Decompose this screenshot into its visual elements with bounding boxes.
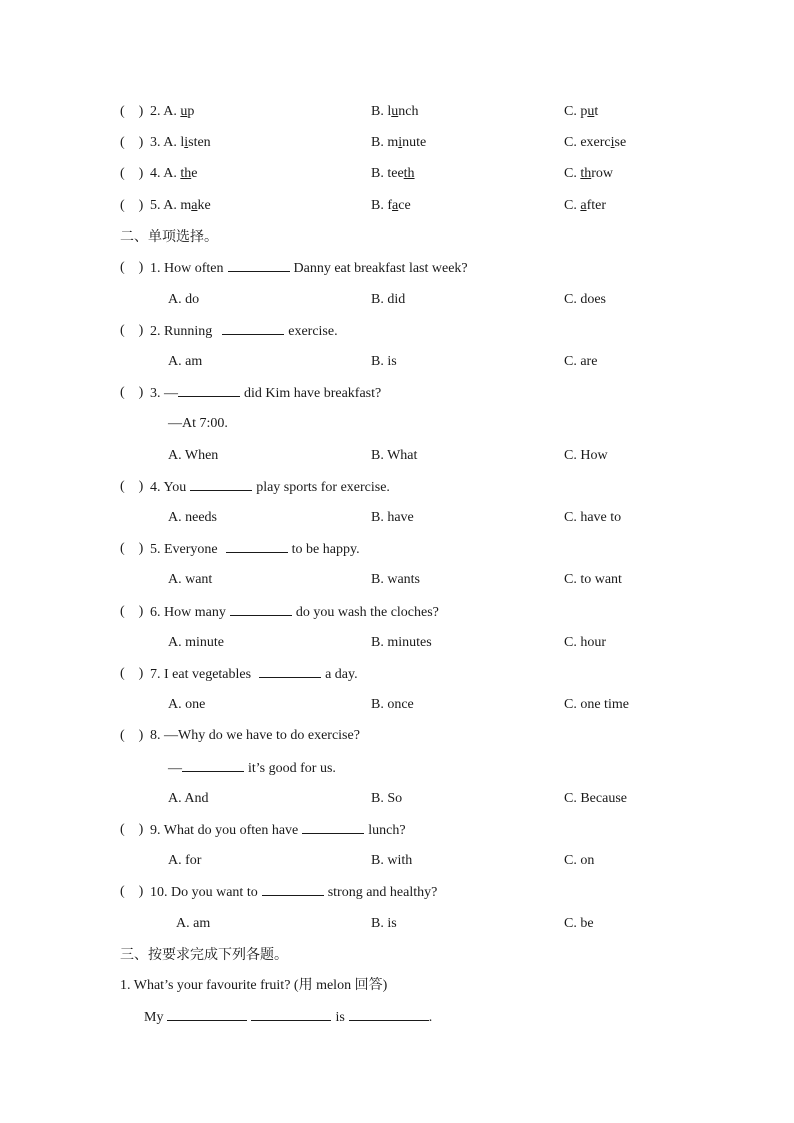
answer-mid: is <box>335 1010 345 1025</box>
option-a-pre: m <box>180 198 192 213</box>
s2-q8 <box>0 726 794 746</box>
s1-row-3 <box>0 133 794 153</box>
answer-paren: ( ) <box>120 198 144 213</box>
s2-q7-options <box>0 695 794 715</box>
option-a: A. am <box>176 916 211 931</box>
option-c: C. to want <box>564 572 622 587</box>
answer-paren: ( ) <box>120 385 144 400</box>
s2-q10-options <box>0 914 794 934</box>
question-text-pre: 1. How often <box>150 261 224 276</box>
question-number: 5. A. <box>150 198 181 213</box>
s2-q4-options <box>0 508 794 528</box>
question-text-pre: 10. Do you want to <box>150 885 258 900</box>
section-3-heading: 三、按要求完成下列各题。 <box>120 947 288 963</box>
answer-prefix: My <box>144 1010 164 1025</box>
question-text-post: to be happy. <box>291 542 360 557</box>
s2-q5-options <box>0 570 794 590</box>
answer-paren: ( ) <box>120 822 144 837</box>
option-c-post: fter <box>586 198 606 213</box>
question-text-pre: 5. Everyone <box>150 542 218 557</box>
question-number: 2. A. <box>150 104 181 119</box>
s2-q3 <box>0 383 794 403</box>
option-c: C. are <box>564 354 598 369</box>
response-dash: — <box>168 761 182 776</box>
option-a-post: e <box>191 166 198 181</box>
option-a: A. want <box>168 572 213 587</box>
question-text-post: a day. <box>325 667 358 682</box>
option-a: A. for <box>168 853 202 868</box>
option-b-pre: tee <box>387 166 404 181</box>
answer-paren: ( ) <box>120 323 144 338</box>
s2-q6 <box>0 602 794 622</box>
option-b: B. What <box>371 448 418 463</box>
option-c-post: row <box>591 166 614 181</box>
option-c: C. on <box>564 853 595 868</box>
option-b: B. did <box>371 292 406 307</box>
option-b-post: nch <box>398 104 419 119</box>
s3-q1 <box>0 976 794 996</box>
option-c: C. Because <box>564 791 627 806</box>
option-c-label: C. <box>564 104 581 119</box>
question-text-post: Danny eat breakfast last week? <box>293 261 468 276</box>
option-b-pre: f <box>387 198 393 213</box>
option-c: C. How <box>564 448 608 463</box>
s2-q7 <box>0 664 794 684</box>
option-c: C. one time <box>564 697 629 712</box>
option-c-pre: p <box>580 104 588 119</box>
option-c-underlined: i <box>610 135 615 150</box>
option-b-pre: m <box>387 135 399 150</box>
question-text-pre: 3. — <box>150 386 178 401</box>
s2-q1 <box>0 258 794 278</box>
option-c: C. be <box>564 916 594 931</box>
question-text-pre: 9. What do you often have <box>150 823 299 838</box>
answer-blank-3[interactable] <box>349 1007 429 1021</box>
s2-q2 <box>0 321 794 341</box>
question-text-pre: 6. How many <box>150 605 226 620</box>
option-b: B. have <box>371 510 414 525</box>
option-a-underlined: u <box>180 104 188 119</box>
s2-q9-options <box>0 851 794 871</box>
answer-paren: ( ) <box>120 541 144 556</box>
option-b: B. once <box>371 697 414 712</box>
question-text-post: strong and healthy? <box>327 885 438 900</box>
option-c-label: C. <box>564 198 581 213</box>
section-2-heading: 二、单项选择。 <box>120 229 218 245</box>
answer-paren: ( ) <box>120 884 144 899</box>
question-text-post: do you wash the cloches? <box>295 605 439 620</box>
s2-q8-response <box>0 758 794 778</box>
answer-blank[interactable] <box>262 882 324 896</box>
option-b-label: B. <box>371 135 388 150</box>
s1-row-2 <box>0 102 794 122</box>
answer-paren: ( ) <box>120 604 144 619</box>
answer-paren: ( ) <box>120 166 144 181</box>
answer-blank[interactable] <box>226 539 288 553</box>
s3-q1-answer <box>0 1007 794 1027</box>
option-a: A. one <box>168 697 206 712</box>
answer-paren: ( ) <box>120 666 144 681</box>
question-text-pre: 7. I eat vegetables <box>150 667 252 682</box>
option-b-pre: l <box>387 104 392 119</box>
question-text-pre: 4. You <box>150 480 187 495</box>
answer-blank-2[interactable] <box>251 1007 331 1021</box>
option-a-pre: l <box>180 135 185 150</box>
s2-q4 <box>0 477 794 497</box>
option-b-post: ce <box>398 198 411 213</box>
option-b-label: B. <box>371 166 388 181</box>
option-b-underlined: u <box>391 104 399 119</box>
option-b-underlined: i <box>398 135 403 150</box>
s2-q6-options <box>0 633 794 653</box>
option-a: A. am <box>168 354 203 369</box>
s2-q9 <box>0 820 794 840</box>
question-text-post: did Kim have breakfast? <box>244 386 382 401</box>
option-b-underlined: th <box>403 166 415 181</box>
option-c-label: C. <box>564 166 581 181</box>
option-b: B. is <box>371 354 397 369</box>
answer-paren: ( ) <box>120 479 144 494</box>
option-b: B. wants <box>371 572 420 587</box>
option-b: B. with <box>371 853 413 868</box>
answer-paren: ( ) <box>120 260 144 275</box>
s1-row-4 <box>0 164 794 184</box>
s2-q5 <box>0 539 794 559</box>
answer-blank[interactable] <box>182 758 244 772</box>
response-text: it’s good for us. <box>248 761 336 776</box>
question-text: 1. What’s your favourite fruit? (用 melon 回答) <box>120 978 388 993</box>
answer-paren: ( ) <box>120 135 144 150</box>
s2-q10 <box>0 882 794 902</box>
option-a-underlined: a <box>191 198 198 213</box>
option-a: A. minute <box>168 635 224 650</box>
option-c-underlined: th <box>580 166 592 181</box>
answer-blank[interactable] <box>222 321 284 335</box>
option-c-underlined: u <box>587 104 595 119</box>
answer-end: . <box>428 1010 433 1025</box>
question-text-post: lunch? <box>368 823 406 838</box>
option-c: C. have to <box>564 510 622 525</box>
answer-blank[interactable] <box>178 383 240 397</box>
question-number: 4. A. <box>150 166 181 181</box>
option-c: C. hour <box>564 635 606 650</box>
answer-blank[interactable] <box>230 602 292 616</box>
option-c-pre: exerc <box>580 135 611 150</box>
option-a: A. do <box>168 292 200 307</box>
option-c-post: se <box>614 135 627 150</box>
s2-q3-response <box>0 414 794 434</box>
option-b: B. So <box>371 791 403 806</box>
s2-q8-options <box>0 789 794 809</box>
option-a-post: ke <box>197 198 211 213</box>
s2-q1-options <box>0 290 794 310</box>
answer-paren: ( ) <box>120 728 144 743</box>
s2-q2-options <box>0 352 794 372</box>
option-a-post: p <box>187 104 195 119</box>
question-text-post: exercise. <box>288 324 338 339</box>
option-a: A. And <box>168 791 209 806</box>
response-text: —At 7:00. <box>168 416 228 431</box>
option-b-post: nute <box>402 135 427 150</box>
option-b-label: B. <box>371 198 388 213</box>
option-a-underlined: th <box>180 166 192 181</box>
question-number: 3. A. <box>150 135 181 150</box>
answer-blank[interactable] <box>190 477 252 491</box>
answer-paren: ( ) <box>120 104 144 119</box>
question-text-pre: 8. —Why do we have to do exercise? <box>150 728 360 743</box>
option-b-label: B. <box>371 104 388 119</box>
s1-row-5 <box>0 196 794 216</box>
option-b-underlined: a <box>392 198 399 213</box>
option-b: B. is <box>371 916 397 931</box>
option-c-underlined: a <box>580 198 587 213</box>
answer-blank[interactable] <box>302 820 364 834</box>
answer-blank[interactable] <box>228 258 290 272</box>
answer-blank-1[interactable] <box>167 1007 247 1021</box>
option-a: A. When <box>168 448 219 463</box>
question-text-post: play sports for exercise. <box>256 480 390 495</box>
option-c-post: t <box>594 104 599 119</box>
option-a-underlined: i <box>184 135 189 150</box>
option-b: B. minutes <box>371 635 432 650</box>
question-text-pre: 2. Running <box>150 324 213 339</box>
option-a-post: sten <box>188 135 211 150</box>
option-c: C. does <box>564 292 606 307</box>
option-a: A. needs <box>168 510 217 525</box>
answer-blank[interactable] <box>259 664 321 678</box>
s2-q3-options <box>0 446 794 466</box>
option-c-label: C. <box>564 135 581 150</box>
